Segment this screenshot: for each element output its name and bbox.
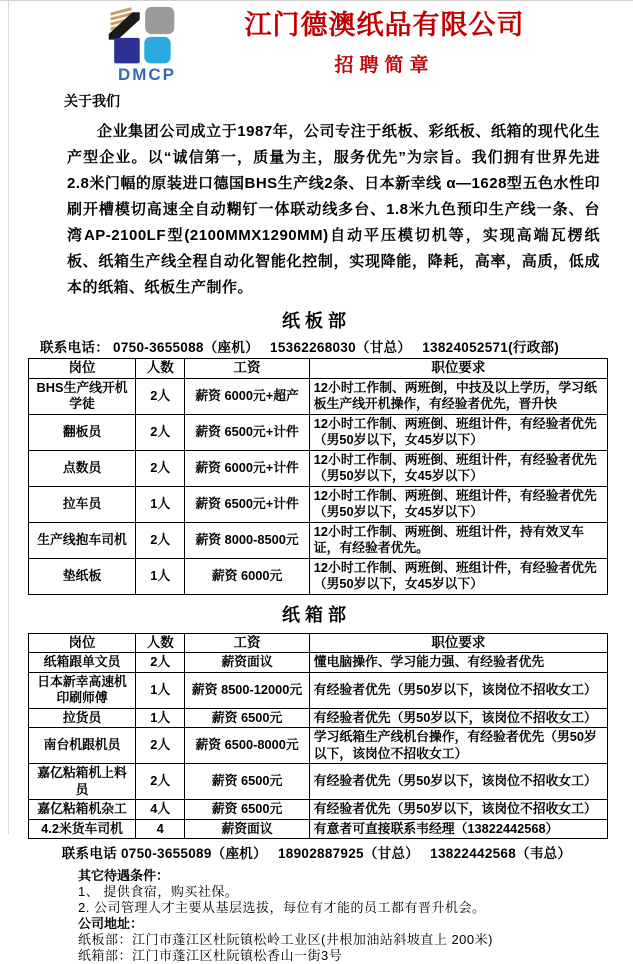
table-row [29,653,608,673]
table-cell: 薪资 6000元 [185,558,309,594]
table-cell: 薪资 6500元+计件 [185,414,309,450]
column-header: 职位要求 [309,633,607,653]
company-name-title: 江门德澳纸品有限公司 [244,10,525,40]
table-row [29,558,608,594]
table-cell: 1人 [136,708,185,728]
address-item-carton: 纸箱部：江门市蓬江区杜阮镇松香山一街3号 [78,948,343,963]
section-title-carton: 纸箱部 [282,604,351,625]
footer [78,868,613,964]
table-cell: 懂电脑操作、学习能力强、有经验者优先 [309,653,607,673]
logo-wordmark: DMCP [117,65,177,84]
table-cell: 4人 [136,800,185,820]
table-row [29,414,608,450]
table-cell: 嘉亿粘箱机杂工 [29,800,136,820]
table-cell: 2人 [136,653,185,673]
table-cell: 薪资 6000元+超产 [185,378,309,414]
table-cell: 有经验者优先（男50岁以下，该岗位不招收女工） [309,800,607,820]
table-cell: 12小时工作制、两班倒、班组计件，有经验者优先（男50岁以下，女45岁以下） [309,558,607,594]
table-cell: 学习纸箱生产线机台操作，有经验者优先（男50岁以下，该岗位不招收女工） [309,728,607,764]
column-header: 工资 [185,359,309,379]
document-subtitle: 招聘简章 [334,55,435,76]
contact-phones-paperboard: 联系电话： 0750-3655088（座机） 15362268030（甘总） 13824052571(行政部) [40,340,560,355]
benefits-heading: 其它待遇条件： [78,868,170,883]
table-cell: 4 [136,819,185,839]
table-cell: 2人 [136,450,185,486]
table-row [29,708,608,728]
table-cell: 1人 [136,486,185,522]
table-cell: 12小时工作制、两班倒、班组计件，有经验者优先（男50岁以下，女45岁以下） [309,486,607,522]
table-cell: 生产线抱车司机 [29,522,136,558]
table-cell: 点数员 [29,450,136,486]
column-header: 岗位 [29,633,136,653]
table-cell: 2人 [136,728,185,764]
table-cell: 2人 [136,764,185,800]
table-cell: 2人 [136,378,185,414]
table-cell: 日本新幸高速机印刷师傅 [29,672,136,708]
dmcp-logo-icon [88,5,206,67]
document-header [0,1,633,85]
table-header-row [29,359,608,379]
table-cell: 垫纸板 [29,558,136,594]
table-cell: 薪资 6500元 [185,708,309,728]
table-cell: 薪资 8000-8500元 [185,522,309,558]
table-cell: 南台机跟机员 [29,728,136,764]
table-cell: 翻板员 [29,414,136,450]
table-cell: 薪资面议 [185,653,309,673]
table-row [29,819,608,839]
table-cell: 拉货员 [29,708,136,728]
table-row [29,450,608,486]
table-cell: 薪资 8500-12000元 [185,672,309,708]
table-row [29,800,608,820]
table-header-row [29,633,608,653]
table-cell: 拉车员 [29,486,136,522]
table-cell: 12小时工作制、两班倒、班组计件，有经验者优先（男50岁以下，女45岁以下） [309,450,607,486]
table-cell: 有意者可直接联系韦经理（13822442568） [309,819,607,839]
column-header: 职位要求 [309,359,607,379]
column-header: 工资 [185,633,309,653]
column-header: 人数 [136,359,185,379]
table-row [29,728,608,764]
benefit-item: 2. 公司管理人才主要从基层选拔，每位有才能的员工都有晋升机会。 [78,900,486,915]
table-cell: 薪资 6500-8000元 [185,728,309,764]
table-row [29,522,608,558]
table-cell: 嘉亿粘箱机上料员 [29,764,136,800]
column-header: 岗位 [29,359,136,379]
table-cell: 2人 [136,414,185,450]
table-cell: 薪资 6500元+计件 [185,486,309,522]
table-cell: 薪资 6000元+计件 [185,450,309,486]
column-header: 人数 [136,633,185,653]
table-cell: 12小时工作制、两班倒，中技及以上学历，学习纸板生产线开机操作，有经验者优先，晋升快 [309,378,607,414]
table-cell: 有经验者优先（男50岁以下，该岗位不招收女工） [309,672,607,708]
table-row [29,378,608,414]
section-title-paperboard: 纸板部 [282,311,351,331]
carton-jobs-table [28,633,608,840]
company-intro-paragraph: 企业集团公司成立于1987年，公司专注于纸板、彩纸板、纸箱的现代化生产型企业。以“诚信第一，质量为主，服务优先”为宗旨。我们拥有世界先进2.8米门幅的原装进口德国BHS生产线2条、日本新幸线 α—1628型五色水性印刷开槽模切高速全自动糊钉一体联动线多台、1.8米九色预印生产线一条、台湾AP-2100LF型(2100MMX1290MM)自动平压模切机等，实现高端瓦楞纸板、纸箱生产线全程自动化智能化控制，实现降能，降耗，高率，高质，低成本的纸箱、纸板生产制作。 [67,123,600,296]
table-cell: 1人 [136,558,185,594]
table-cell: 2人 [136,522,185,558]
table-row [29,672,608,708]
table-cell: 薪资面议 [185,819,309,839]
table-cell: 4.2米货车司机 [29,819,136,839]
table-cell: 有经验者优先（男50岁以下，该岗位不招收女工） [309,708,607,728]
table-cell: 12小时工作制、两班倒、班组计件，持有效叉车证，有经验者优先。 [309,522,607,558]
table-row [29,486,608,522]
page-edge-line [8,1,9,834]
table-cell: 1人 [136,672,185,708]
address-item-paperboard: 纸板部：江门市蓬江区杜阮镇松岭工业区(井根加油站斜坡直上 200米) [78,932,493,947]
table-cell: 纸箱跟单文员 [29,653,136,673]
address-heading: 公司地址： [78,916,144,931]
table-cell: BHS生产线开机学徒 [29,378,136,414]
table-cell: 薪资 6500元 [185,764,309,800]
title-block [206,5,623,77]
contact-phones-carton: 联系电话 0750-3655089（座机） 18902887925（甘总） 13822442568（韦总） [61,846,572,861]
benefit-item: 1、 提供食宿，购买社保。 [78,884,239,899]
table-cell: 薪资 6500元 [185,800,309,820]
table-cell: 有经验者优先（男50岁以下，该岗位不招收女工） [309,764,607,800]
table-cell: 12小时工作制、两班倒、班组计件，有经验者优先（男50岁以下，女45岁以下） [309,414,607,450]
table-row [29,764,608,800]
company-logo [88,5,206,85]
about-us-heading: 关于我们 [64,93,120,109]
paperboard-jobs-table [28,358,608,595]
